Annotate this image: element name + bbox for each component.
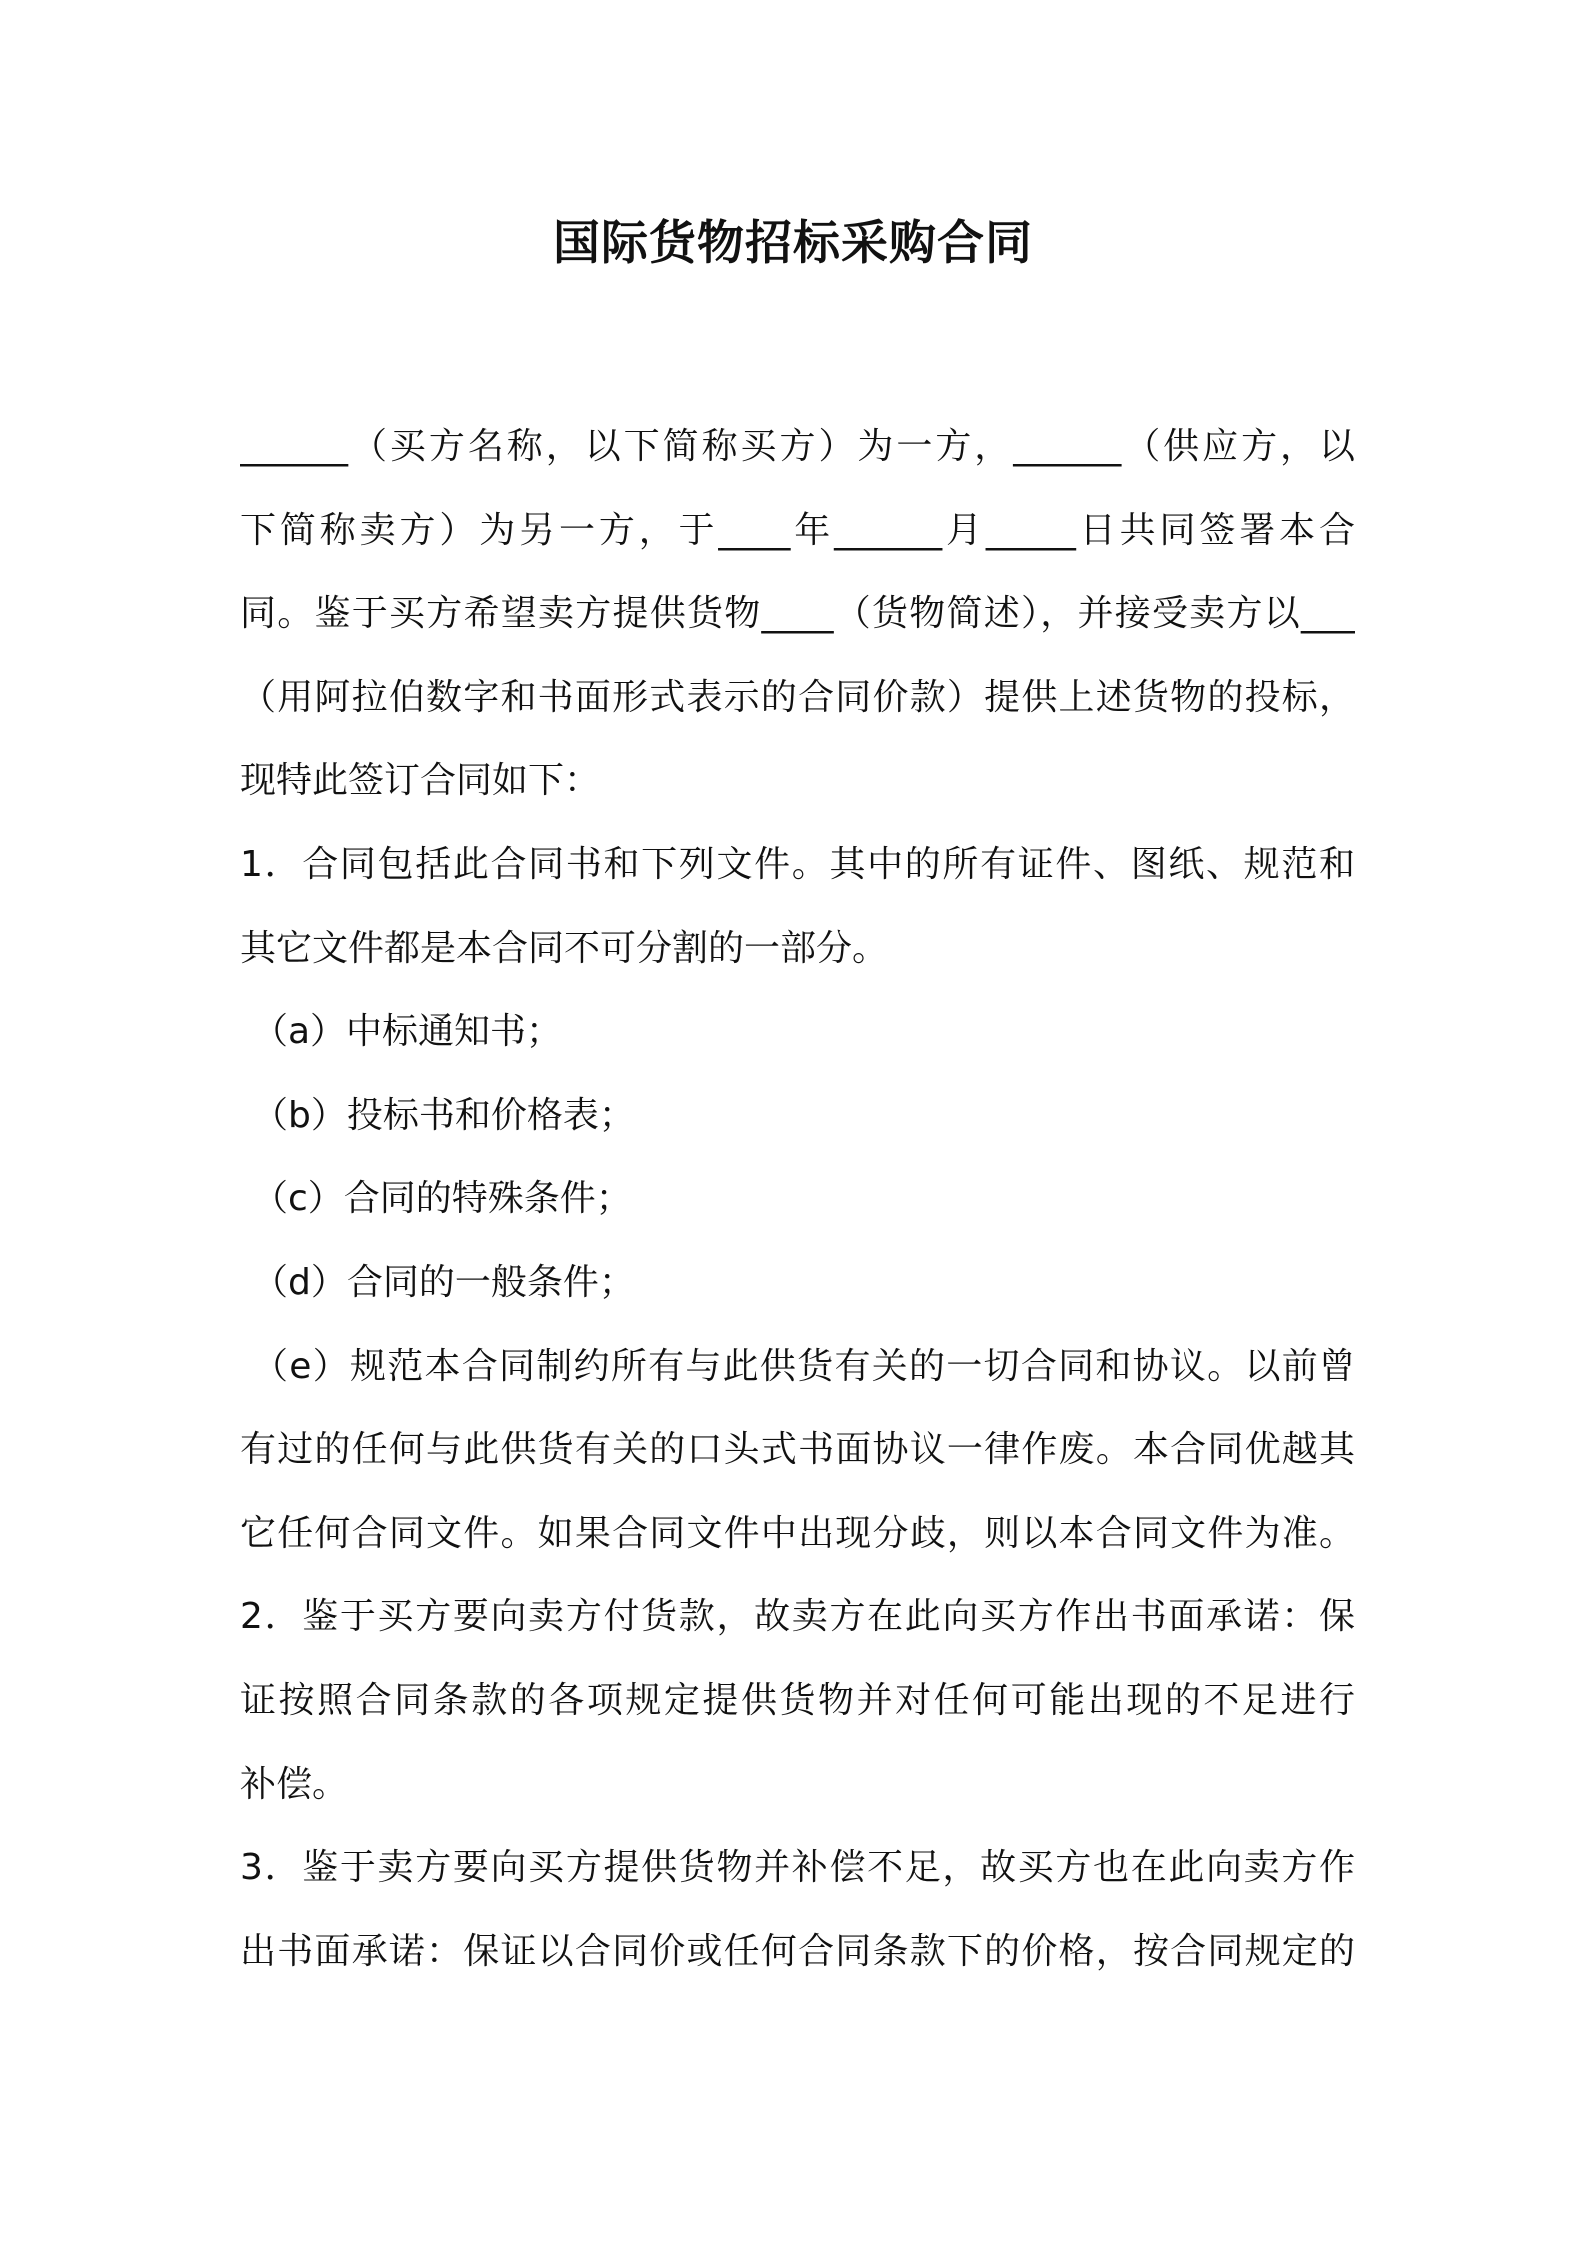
text-line: 2．鉴于买方要向卖方付货款，故卖方在此向买方作出书面承诺：保 [240, 1596, 1355, 1638]
text-line: 有过的任何与此供货有关的口头式书面协议一律作废。本合同优越其 [240, 1429, 1355, 1471]
text-line: 1．合同包括此合同书和下列文件。其中的所有证件、图纸、规范和 [240, 843, 1355, 885]
text-line: （a）中标通知书； [252, 1011, 563, 1053]
text-line: 补偿。 [240, 1763, 349, 1805]
text-line: 证按照合同条款的各项规定提供货物并对任何可能出现的不足进行 [240, 1679, 1355, 1721]
text-line: （e）规范本合同制约所有与此供货有关的一切合同和协议。以前曾 [252, 1345, 1355, 1387]
text-line: ______（买方名称，以下简称买方）为一方，______（供应方，以 [240, 426, 1355, 467]
text-line: 3．鉴于卖方要向买方提供货物并补偿不足，故买方也在此向卖方作 [240, 1847, 1355, 1889]
text-line: 现特此签订合同如下： [240, 760, 601, 802]
text-line: （b）投标书和价格表； [252, 1094, 635, 1136]
text-line: 出书面承诺：保证以合同价或任何合同条款下的价格，按合同规定的 [240, 1930, 1355, 1972]
text-line: 同。鉴于买方希望卖方提供货物____（货物简述），并接受卖方以___ [240, 593, 1355, 635]
document-title: 国际货物招标采购合同 [553, 216, 1033, 271]
text-line: 它任何合同文件。如果合同文件中出现分歧，则以本合同文件为准。 [240, 1512, 1355, 1554]
text-line: 其它文件都是本合同不可分割的一部分。 [240, 927, 889, 969]
document-body [240, 405, 1355, 1993]
text-line: （用阿拉伯数字和书面形式表示的合同价款）提供上述货物的投标， [240, 676, 1355, 718]
text-line: （d）合同的一般条件； [252, 1261, 635, 1303]
text-line: （c）合同的特殊条件； [252, 1178, 632, 1220]
text-line: 下简称卖方）为另一方，于____年______月_____日共同签署本合 [240, 509, 1355, 551]
